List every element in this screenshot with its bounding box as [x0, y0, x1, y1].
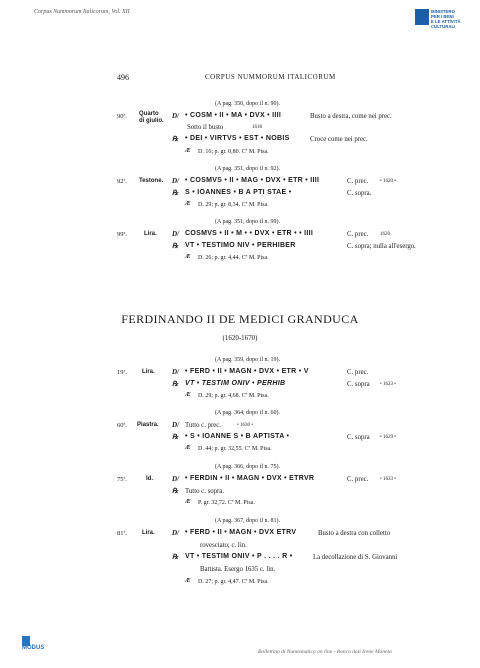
reverse-legend: VT • TESTIMO NIV • PERHIBER	[185, 242, 296, 249]
journal-title: Corpus Nummorum Italicorum, Vol. XII	[34, 9, 130, 15]
reverse-year: • 1623 •	[380, 382, 397, 387]
obverse-year: 1620	[380, 232, 390, 237]
obverse-legend: • COSM • II • MA • DVX • IIII	[185, 112, 282, 119]
reverse-symbol: ℞	[172, 242, 179, 250]
entry-denomination: Lira.	[144, 231, 157, 237]
entry-denomination: Piastra.	[137, 422, 159, 428]
obverse-legend: • FERDIN • II • MAGN • DVX • ETRVR	[185, 475, 315, 482]
entry-meta: D. 29; p. gr. 4,68. Cª M. Pisa.	[198, 393, 269, 399]
entry-meta: D. 26; p. gr. 4,44. Cª M. Pisa.	[198, 255, 269, 261]
silver-symbol: Æ	[185, 445, 191, 451]
page-number: 496	[117, 73, 129, 82]
entry-meta: D. 44; p. gr. 32,55. Cª M. Pisa.	[198, 446, 272, 452]
silver-symbol: Æ	[185, 254, 191, 260]
entry-denomination: Quarto di giulio.	[139, 111, 164, 124]
reverse-symbol: ℞	[172, 380, 179, 388]
entry-ref: (A pag. 351, dopo il n. 92).	[215, 166, 280, 172]
entry-number: 90ª.	[117, 113, 127, 120]
obverse-symbol: D/	[172, 177, 179, 185]
ministry-logo	[415, 9, 459, 43]
obverse-legend: • FERD • II • MAGN • DVX ETRV	[185, 529, 297, 536]
obverse-extra: Sotto il busto	[187, 124, 224, 131]
entry-meta: P. gr. 32,72. Cª M. Pisa.	[198, 500, 255, 506]
reverse-legend: VT • TESTIM ONIV • PERHIB	[185, 380, 286, 387]
reverse-legend: • DEI • VIRTVS • EST • NOBIS	[185, 135, 290, 142]
reverse-legend: • S • IOANNE S • B APTISTA •	[185, 433, 290, 440]
obverse-description: C. prec.	[347, 476, 369, 483]
reverse-symbol: ℞	[172, 487, 179, 495]
ministry-emblem-icon	[415, 9, 429, 25]
reverse-description: Tutto c. sopra.	[185, 488, 225, 495]
obverse-symbol: D/	[172, 475, 179, 483]
silver-symbol: Æ	[185, 201, 191, 207]
reverse-description: C. sopra; nulla all'esergo.	[347, 243, 416, 250]
obverse-year: • 1633 •	[380, 477, 397, 482]
silver-symbol: Æ	[185, 148, 191, 154]
obverse-year: 1618	[252, 125, 262, 130]
obverse-description: Tutto c. prec.	[185, 422, 221, 429]
obverse-symbol: D/	[172, 230, 179, 238]
entry-denomination: Lira.	[142, 530, 155, 536]
reverse-description: La decollazione di S. Giovanni	[313, 554, 398, 561]
reverse-description: Croce come nei prec.	[310, 136, 368, 143]
entry-denomination: Id.	[146, 476, 153, 482]
obverse-symbol: D/	[172, 529, 179, 537]
obverse-legend: • COSMVS • II • MAG • DVX • ETR • IIII	[185, 177, 320, 184]
silver-symbol: Æ	[185, 392, 191, 398]
reverse-symbol: ℞	[172, 553, 179, 561]
entry-denomination: Lira.	[142, 369, 155, 375]
obverse-description-cont: rovesciato; c. lin.	[200, 542, 247, 549]
reverse-description: C. sopra.	[347, 190, 372, 197]
obverse-legend: • FERD • II • MAGN • DVX • ETR • V	[185, 368, 309, 375]
obverse-year: • 1630 •	[237, 423, 254, 428]
footer-credit: Bollettino di Numismatica on line - Banca dati Irene Moneta	[258, 649, 392, 655]
entry-ref: (A pag. 351, dopo il n. 99).	[215, 219, 280, 225]
entry-meta: D. 29; p. gr. 8,34. Cª M. Pisa.	[198, 202, 269, 208]
obverse-symbol: D/	[172, 112, 179, 120]
entry-meta: D. 27; p. gr. 4,47. Cª M. Pisa.	[198, 579, 269, 585]
entry-ref: (A pag. 367, dopo il n. 81).	[215, 518, 280, 524]
entry-number: 99ª.	[117, 231, 127, 238]
obverse-description: Busto a destra, come nei prec.	[310, 113, 392, 120]
section-title: FERDINANDO II DE MEDICI GRANDUCA	[121, 312, 359, 326]
entry-number: 92ª.	[117, 178, 127, 185]
reverse-year: • 1629 •	[380, 435, 397, 440]
reverse-symbol: ℞	[172, 189, 179, 197]
entry-number: 75ª.	[117, 476, 127, 483]
reverse-description: C. sopra	[347, 434, 370, 441]
entry-ref: (A pag. 350, dopo il n. 90).	[215, 101, 280, 107]
obverse-symbol: D/	[172, 368, 179, 376]
entry-number: 19ª.	[117, 369, 127, 376]
ministry-text: MINISTERO PER I BENI E LE ATTIVITÀ CULTURALI	[431, 9, 461, 29]
entry-ref: (A pag. 359, dopo il n. 19).	[215, 357, 280, 363]
reverse-symbol: ℞	[172, 135, 179, 143]
running-head: CORPUS NUMMORUM ITALICORUM	[205, 73, 336, 81]
obverse-legend: COSMVS • II • M • • DVX • ETR • • IIII	[185, 230, 314, 237]
entry-ref: (A pag. 366, dopo il n. 75).	[215, 464, 280, 470]
obverse-description: Busto a destra con colletto	[318, 530, 391, 537]
entry-number: 60ª.	[117, 422, 127, 429]
modus-logo	[22, 636, 56, 652]
obverse-description: C. prec.	[347, 369, 369, 376]
reverse-legend: VT • TESTIM ONIV • P . . . . R •	[185, 553, 293, 560]
obverse-symbol: D/	[172, 421, 179, 429]
silver-symbol: Æ	[185, 499, 191, 505]
modus-logo-text: MODUS	[22, 645, 45, 651]
silver-symbol: Æ	[185, 578, 191, 584]
section-dates: (1620-1670)	[222, 334, 258, 342]
reverse-description-cont: Battista. Esergo 1635 c. lin.	[200, 566, 276, 573]
obverse-description: C. prec.	[347, 178, 369, 185]
reverse-description: C. sopra	[347, 381, 370, 388]
obverse-description: C. prec.	[347, 231, 369, 238]
reverse-legend: S • IOANNES • B A PTI STAE •	[185, 189, 292, 196]
entry-ref: (A pag. 364, dopo il n. 60).	[215, 410, 280, 416]
obverse-year: • 1620 •	[380, 179, 397, 184]
entry-denomination: Testone.	[139, 178, 164, 184]
reverse-symbol: ℞	[172, 433, 179, 441]
entry-number: 81ª.	[117, 530, 127, 537]
entry-meta: D. 16; p. gr. 0,80. Cª M. Pisa.	[198, 149, 269, 155]
